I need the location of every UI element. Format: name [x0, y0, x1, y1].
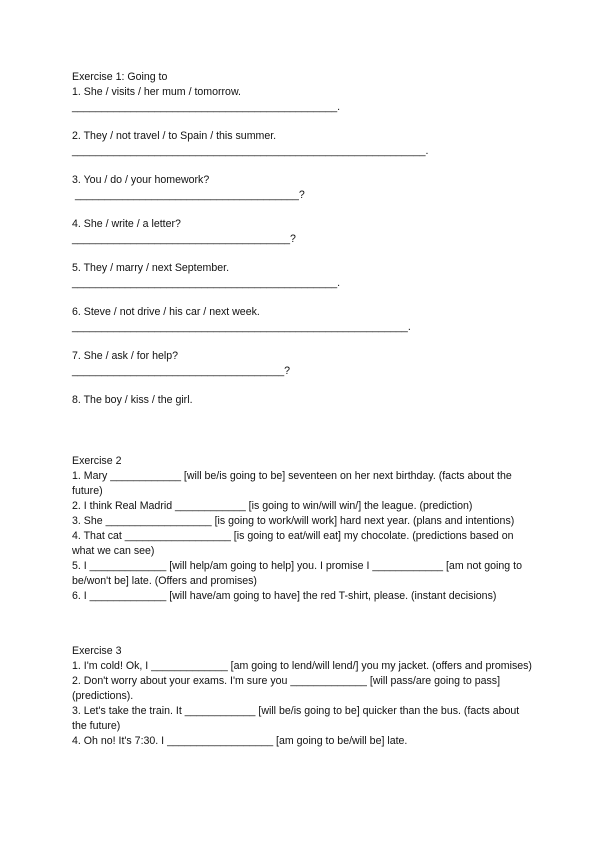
- question-text: 4. She / write / a letter?: [72, 218, 181, 230]
- exercise-1-item-7: [72, 349, 532, 379]
- question-text: 5. They / marry / next September.: [72, 262, 230, 274]
- exercise-2-item-6: 6. I _____________ [will have/am going to have] the red T-shirt, please. (instant decisions): [72, 590, 497, 602]
- exercise-3: [72, 644, 532, 749]
- exercise-2-item-4: 4. That cat __________________ [is going to eat/will eat] my chocolate. (predictions based on what we can see): [72, 530, 514, 557]
- exercise-3-title: Exercise 3: [72, 645, 122, 657]
- answer-blank[interactable]: _____________________________________________.: [72, 101, 341, 113]
- exercise-3-item-1: 1. I'm cold! Ok, I _____________ [am going to lend/will lend/] you my jacket. (offers and promises): [72, 660, 532, 672]
- answer-blank[interactable]: ______________________________________?: [72, 189, 305, 201]
- exercise-1-item-4: [72, 217, 532, 247]
- exercise-3-item-4: 4. Oh no! It's 7:30. I __________________ [am going to be/will be] late.: [72, 735, 408, 747]
- exercise-2-item-2: 2. I think Real Madrid ____________ [is going to win/will win/] the league. (prediction): [72, 500, 473, 512]
- exercise-3-item-2: 2. Don't worry about your exams. I'm sure you _____________ [will pass/are going to pass] (predictions).: [72, 675, 501, 702]
- exercise-1-item-1: [72, 85, 532, 115]
- exercise-2-item-3: 3. She __________________ [is going to work/will work] hard next year. (plans and intentions): [72, 515, 515, 527]
- exercise-1-item-5: [72, 261, 532, 291]
- question-text: 2. They / not travel / to Spain / this summer.: [72, 130, 277, 142]
- exercise-1-item-6: [72, 305, 532, 335]
- exercise-2: [72, 454, 532, 604]
- answer-blank[interactable]: ____________________________________?: [72, 365, 290, 377]
- answer-blank[interactable]: ____________________________________________________________.: [72, 145, 429, 157]
- question-text: 7. She / ask / for help?: [72, 350, 178, 362]
- answer-blank[interactable]: _____________________________________?: [72, 233, 296, 245]
- exercise-1-item-8: [72, 393, 532, 408]
- exercise-2-item-5: 5. I _____________ [will help/am going to help] you. I promise I ____________ [am not going to be/won't be] late. (Offers and promises): [72, 560, 522, 587]
- question-text: 8. The boy / kiss / the girl.: [72, 394, 193, 406]
- exercise-2-title: Exercise 2: [72, 455, 122, 467]
- exercise-1-item-3: [72, 173, 532, 203]
- question-text: 6. Steve / not drive / his car / next week.: [72, 306, 260, 318]
- exercise-3-item-3: 3. Let's take the train. It ____________ [will be/is going to be] quicker than the bus. (facts about the future): [72, 705, 520, 732]
- question-text: 1. She / visits / her mum / tomorrow.: [72, 86, 241, 98]
- exercise-2-item-1: 1. Mary ____________ [will be/is going to be] seventeen on her next birthday. (facts about the future): [72, 470, 512, 497]
- answer-blank[interactable]: _____________________________________________.: [72, 277, 341, 289]
- answer-blank[interactable]: _________________________________________________________.: [72, 321, 411, 333]
- question-text: 3. You / do / your homework?: [72, 174, 210, 186]
- exercise-1: [72, 70, 532, 408]
- worksheet-page: [72, 70, 532, 747]
- exercise-1-title: Exercise 1: Going to: [72, 71, 168, 83]
- exercise-1-item-2: [72, 129, 532, 159]
